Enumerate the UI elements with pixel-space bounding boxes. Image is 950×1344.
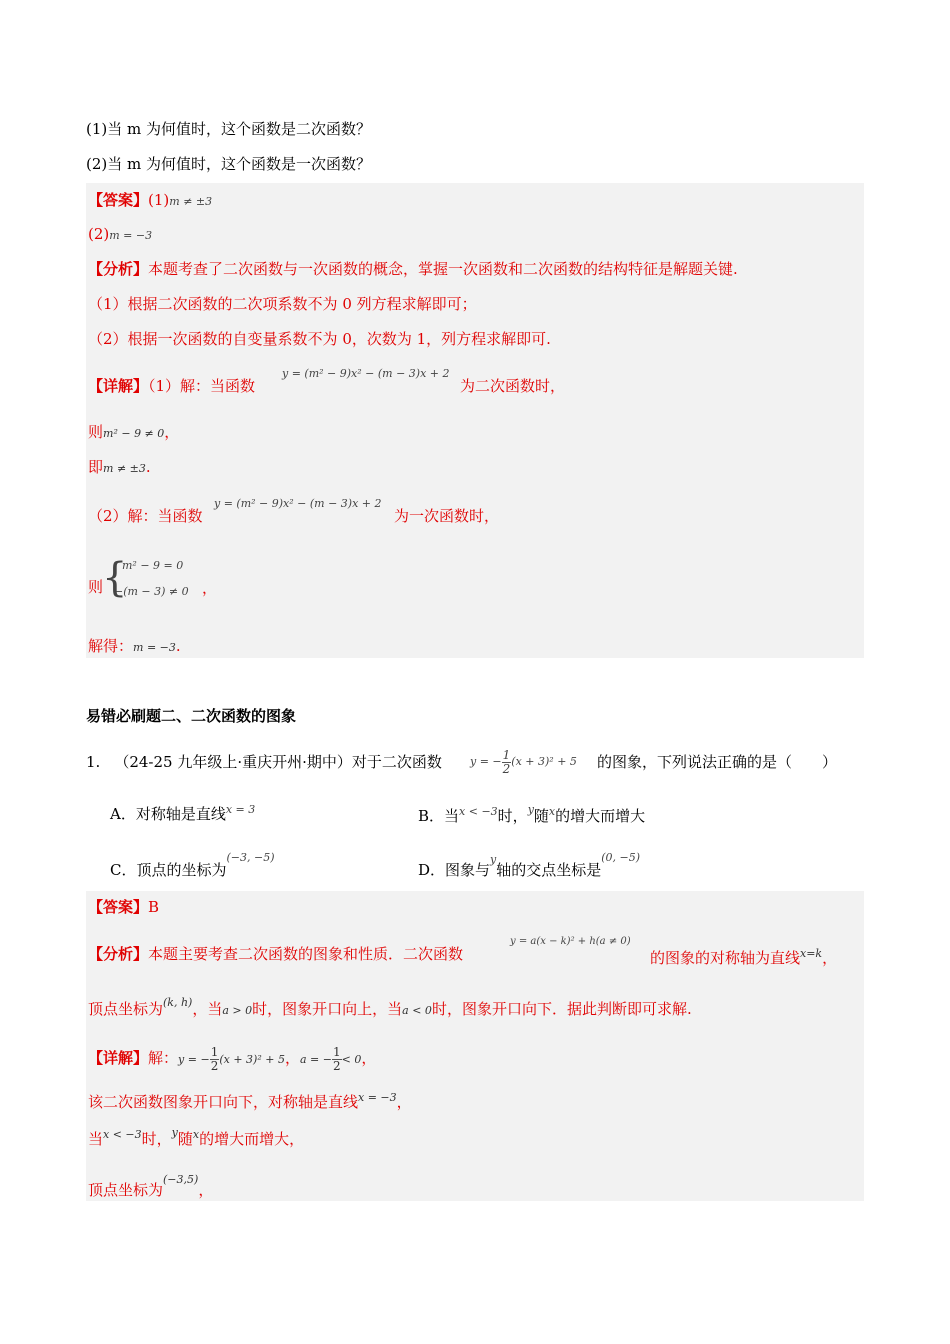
math-expression: −(m − 3) ≠ 0 bbox=[114, 585, 189, 598]
analysis-text: 顶点坐标为 bbox=[88, 1000, 164, 1018]
analysis-2-line-suffix bbox=[650, 944, 837, 968]
option-text: 时， bbox=[497, 807, 528, 825]
analysis-step-2 bbox=[88, 329, 551, 349]
fraction-denominator: 2 bbox=[210, 1058, 219, 1073]
question-text: 的图象，下列说法正确的是（ ） bbox=[597, 753, 838, 771]
analysis-text: （2）根据一次函数的自变量系数不为 0，次数为 1，列方程求解即可. bbox=[88, 330, 551, 348]
analysis-text: 时，图象开口向下．据此判断即可求解. bbox=[431, 1000, 692, 1018]
answer-2-line bbox=[88, 897, 159, 917]
fraction-numerator: 1 bbox=[210, 1044, 219, 1059]
punctuation: ， bbox=[284, 1049, 300, 1067]
solve-line bbox=[88, 636, 181, 658]
math-expression: (k, h) bbox=[163, 996, 193, 1009]
math-expression: x = −3 bbox=[358, 1091, 397, 1104]
detail-text: 解： bbox=[148, 1049, 179, 1067]
math-variable: y bbox=[171, 1126, 178, 1139]
option-c bbox=[110, 848, 275, 880]
math-expression: x = 3 bbox=[225, 803, 256, 816]
detail-text: （1）解：当函数 bbox=[148, 377, 256, 395]
math-expression: a = − bbox=[299, 1053, 332, 1066]
math-variable: y bbox=[490, 853, 497, 866]
math-expression: (−3,5) bbox=[163, 1173, 199, 1186]
math-expression: x < −3 bbox=[459, 805, 498, 818]
math-expression: m ≠ ±3 bbox=[169, 195, 213, 208]
answer-label: 【答案】 bbox=[88, 898, 149, 916]
function-expression bbox=[282, 364, 450, 384]
math-expression: (x + 3)² + 5 bbox=[219, 1053, 285, 1066]
question-part-1 bbox=[86, 119, 371, 139]
detail-text: （2）解：当函数 bbox=[88, 507, 203, 525]
math-expression: m² − 9 = 0 bbox=[122, 559, 184, 572]
analysis-line bbox=[88, 259, 738, 279]
punctuation: ， bbox=[396, 1093, 412, 1111]
detail-text: 顶点坐标为 bbox=[88, 1181, 164, 1199]
analysis-text: 本题主要考查二次函数的图象和性质．二次函数 bbox=[148, 945, 464, 963]
answer-line-2 bbox=[88, 224, 152, 246]
math-variable: y bbox=[527, 803, 534, 816]
fraction bbox=[210, 1046, 220, 1073]
detail-text: 解得： bbox=[88, 637, 134, 655]
analysis-2-line bbox=[88, 944, 463, 964]
detail-text: 为一次函数时， bbox=[394, 507, 500, 525]
analysis-text: ，当 bbox=[192, 1000, 223, 1018]
detail-label: 【详解】 bbox=[88, 1049, 149, 1067]
question-part-2 bbox=[86, 154, 371, 174]
math-expression: (0, −5) bbox=[601, 851, 641, 864]
punctuation: . bbox=[145, 458, 151, 476]
option-d bbox=[418, 848, 640, 880]
math-expression: m = −3 bbox=[133, 641, 176, 654]
fraction-denominator: 2 bbox=[502, 761, 511, 776]
punctuation: ， bbox=[822, 949, 838, 967]
question-text: (2)当 m 为何值时，这个函数是一次函数？ bbox=[86, 155, 372, 173]
section-title: 易错必刷题二、二次函数的图象 bbox=[86, 707, 297, 725]
detail-text: 则 bbox=[88, 423, 104, 441]
system-suffix bbox=[202, 578, 217, 598]
question-number: 1. bbox=[86, 753, 101, 771]
detail-line-2 bbox=[88, 506, 203, 526]
math-expression: m ≠ ±3 bbox=[103, 462, 146, 475]
option-text: 轴的交点坐标是 bbox=[496, 861, 602, 879]
math-expression: a > 0 bbox=[222, 1004, 253, 1017]
math-expression: (−3, −5) bbox=[226, 851, 275, 864]
analysis-text: 的图象的对称轴为直线 bbox=[650, 949, 801, 967]
option-text: C．顶点的坐标为 bbox=[110, 861, 227, 879]
math-expression: y = a(x − k)² + h(a ≠ 0) bbox=[510, 936, 631, 947]
answer-value: B bbox=[148, 898, 160, 916]
question-source: （24-25 九年级上·重庆开州·期中）对于二次函数 bbox=[114, 753, 442, 771]
detail-text: 该二次函数图象开口向下，对称轴是直线 bbox=[88, 1093, 359, 1111]
detail-text: 的增大而增大， bbox=[199, 1130, 305, 1148]
analysis-function bbox=[510, 932, 631, 952]
analysis-text: 本题考查了二次函数与一次函数的概念，掌握一次函数和二次函数的结构特征是解题关键. bbox=[148, 260, 738, 278]
math-expression: x=k bbox=[800, 947, 823, 960]
analysis-text: （1）根据二次函数的二次项系数不为 0 列方程求解即可； bbox=[88, 295, 477, 313]
math-expression: (x + 3)² + 5 bbox=[511, 755, 577, 768]
math-expression: a < 0 bbox=[402, 1004, 432, 1017]
detail-ie bbox=[88, 457, 151, 479]
math-expression: m² − 9 ≠ 0 bbox=[103, 427, 165, 440]
detail-text: 则 bbox=[88, 578, 104, 596]
option-text: B．当 bbox=[418, 807, 460, 825]
fraction-numerator: 1 bbox=[332, 1044, 341, 1059]
fraction bbox=[332, 1046, 342, 1073]
math-expression: m = −3 bbox=[109, 229, 153, 242]
question-2 bbox=[86, 752, 442, 772]
question-2-suffix bbox=[597, 752, 837, 772]
math-expression: y = − bbox=[470, 755, 502, 768]
question-function bbox=[470, 742, 577, 782]
detail-line-1 bbox=[88, 376, 255, 396]
analysis-label: 【分析】 bbox=[88, 945, 149, 963]
answer-line bbox=[88, 190, 212, 212]
system-equation-1 bbox=[122, 556, 183, 576]
detail-line-2-suffix bbox=[394, 506, 499, 526]
math-variable: x bbox=[192, 1128, 200, 1141]
answer-part-label: (1) bbox=[148, 191, 170, 209]
section-heading bbox=[86, 706, 296, 726]
answer-part-label: (2) bbox=[88, 225, 110, 243]
punctuation: ， bbox=[361, 1049, 377, 1067]
option-text: A．对称轴是直线 bbox=[110, 805, 226, 823]
punctuation: ， bbox=[198, 1181, 214, 1199]
math-expression: y = − bbox=[178, 1053, 210, 1066]
detail-2-line-2 bbox=[88, 1123, 304, 1149]
option-text: 的增大而增大 bbox=[555, 807, 646, 825]
punctuation: . bbox=[175, 637, 181, 655]
detail-2-line bbox=[88, 1040, 376, 1078]
punctuation: ， bbox=[164, 423, 180, 441]
math-expression: y = (m² − 9)x² − (m − 3)x + 2 bbox=[214, 497, 382, 510]
fraction-denominator: 2 bbox=[332, 1058, 341, 1073]
punctuation: ， bbox=[202, 579, 218, 597]
answer-label: 【答案】 bbox=[88, 191, 149, 209]
analysis-text: 时，图象开口向上，当 bbox=[252, 1000, 403, 1018]
fraction-numerator: 1 bbox=[502, 747, 511, 762]
math-expression: y = (m² − 9)x² − (m − 3)x + 2 bbox=[282, 367, 450, 380]
detail-text: 即 bbox=[88, 458, 104, 476]
analysis-label: 【分析】 bbox=[88, 260, 149, 278]
detail-text: 随 bbox=[177, 1130, 193, 1148]
function-expression-2 bbox=[214, 494, 382, 514]
brace-icon: { bbox=[102, 555, 128, 601]
option-text: D．图象与 bbox=[418, 861, 491, 879]
system-equation-2 bbox=[114, 582, 189, 602]
detail-2-line-1 bbox=[88, 1088, 412, 1112]
fraction bbox=[502, 749, 512, 776]
option-a bbox=[110, 800, 255, 824]
option-text: 随 bbox=[533, 807, 549, 825]
detail-then-2 bbox=[88, 577, 103, 597]
detail-then-1 bbox=[88, 422, 179, 444]
question-text: (1)当 m 为何值时，这个函数是二次函数？ bbox=[86, 120, 372, 138]
detail-line-1-suffix bbox=[460, 376, 565, 396]
option-b bbox=[418, 800, 645, 826]
math-variable: x bbox=[548, 805, 556, 818]
vertex-line bbox=[88, 993, 692, 1021]
math-expression: x < −3 bbox=[103, 1128, 142, 1141]
detail-label: 【详解】 bbox=[88, 377, 149, 395]
math-expression: < 0 bbox=[341, 1053, 362, 1066]
detail-2-line-3 bbox=[88, 1170, 213, 1200]
analysis-step-1 bbox=[88, 294, 477, 314]
detail-text: 为二次函数时， bbox=[460, 377, 566, 395]
detail-text: 当 bbox=[88, 1130, 104, 1148]
detail-text: 时， bbox=[141, 1130, 172, 1148]
